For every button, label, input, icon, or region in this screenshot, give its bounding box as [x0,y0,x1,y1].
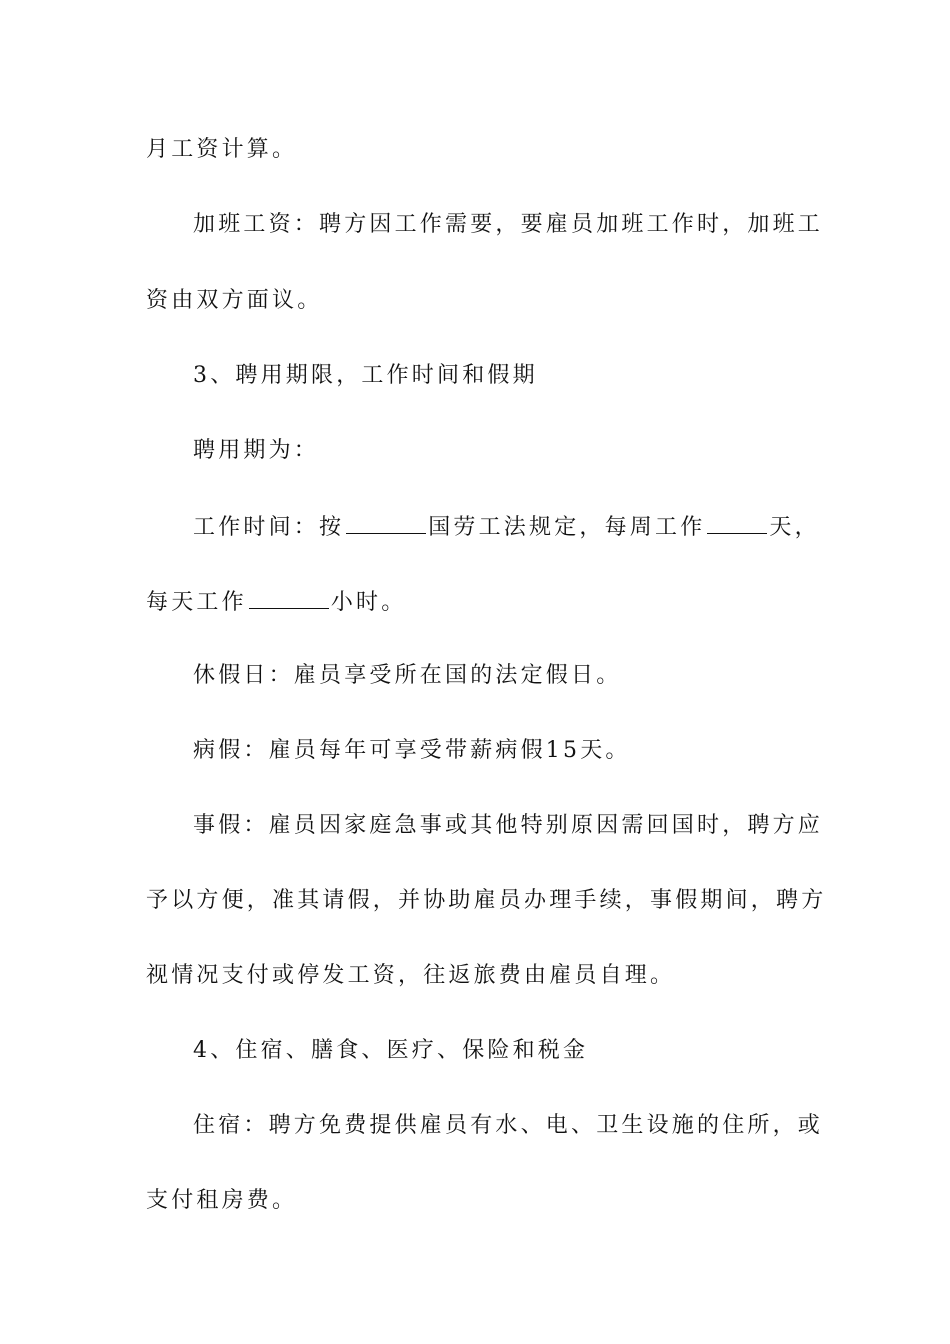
section-heading: 3、聘用期限，工作时间和假期 [193,363,538,388]
text-segment: 天， [769,515,820,540]
paragraph-line: 月工资计算。 [146,137,298,162]
paragraph-line [146,586,811,618]
paragraph-line: 事假：雇员因家庭急事或其他特别原因需回国时，聘方应 [193,813,824,838]
text-segment: 工作时间：按 [193,515,345,540]
paragraph-line: 病假：雇员每年可享受带薪病假15天。 [193,738,631,763]
paragraph-line: 住宿：聘方免费提供雇员有水、电、卫生设施的住所，或 [193,1113,824,1138]
fill-in-blank [249,586,329,609]
paragraph-line: 资由双方面议。 [146,288,323,313]
paragraph-line: 予以方便，准其请假，并协助雇员办理手续，事假期间，聘方 [146,888,827,913]
text-segment: 小时。 [330,590,407,615]
fill-in-blank [346,511,426,534]
text-segment: 每天工作 [146,590,247,615]
paragraph-line [193,511,858,543]
text-segment: 国劳工法规定，每周工作 [428,515,706,540]
fill-in-blank [707,511,767,534]
paragraph-line: 视情况支付或停发工资，往返旅费由雇员自理。 [146,963,676,988]
paragraph-line: 加班工资：聘方因工作需要，要雇员加班工作时，加班工 [193,212,824,237]
paragraph-line: 聘用期为： [193,438,320,463]
section-heading: 4、住宿、膳食、医疗、保险和税金 [193,1038,589,1063]
paragraph-line: 支付租房费。 [146,1188,298,1213]
paragraph-line: 休假日：雇员享受所在国的法定假日。 [193,663,622,688]
